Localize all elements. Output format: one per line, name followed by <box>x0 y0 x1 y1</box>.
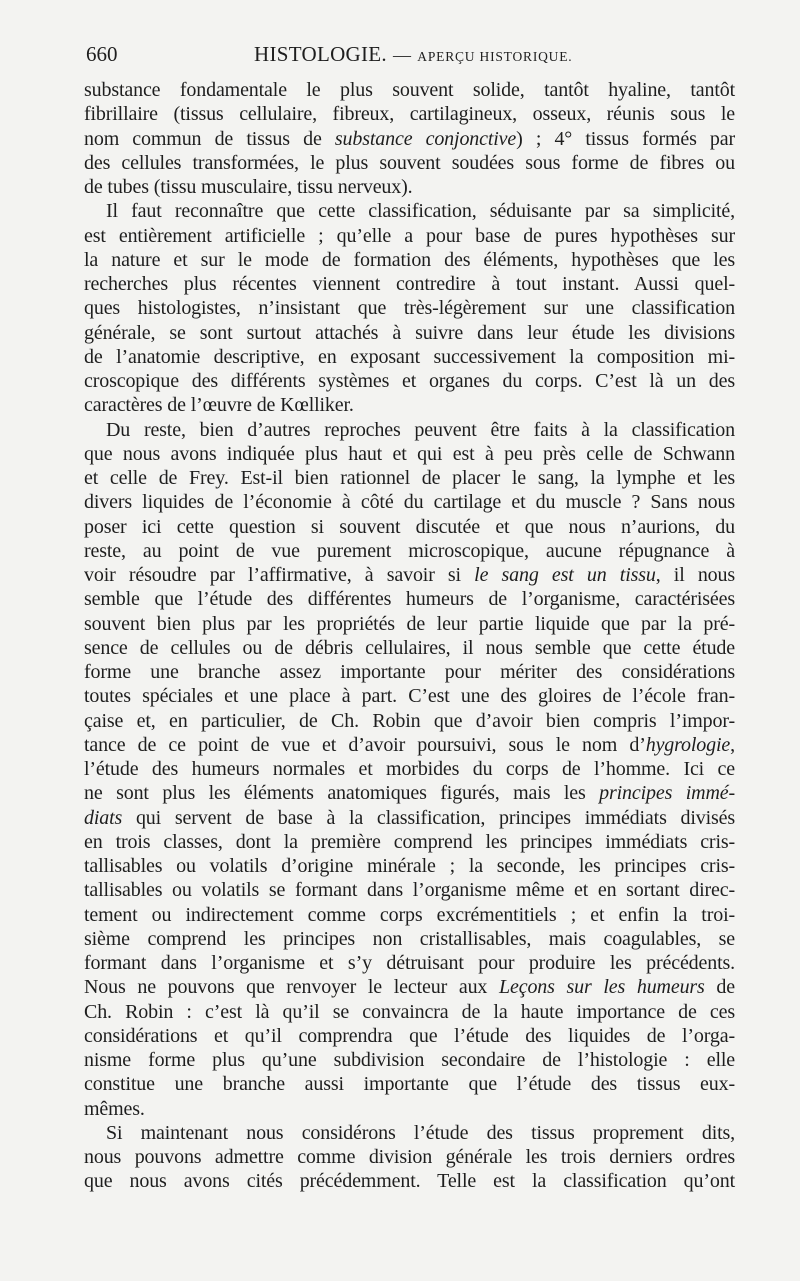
text-line: çaise et, en particulier, de Ch. Robin que d’avoir bien compris l’impor- <box>84 709 735 732</box>
text-line: sième comprend les principes non cristallisables, mais coagulables, se <box>84 927 735 950</box>
text-line: semble que l’étude des différentes humeurs de l’organisme, caractérisées <box>84 588 735 611</box>
text-line: des cellules transformées, le plus souvent soudées sous forme de fibres ou <box>84 151 735 174</box>
text-line: fibrillaire (tissus cellulaire, fibreux, cartilagineux, osseux, réunis sous le <box>84 103 735 126</box>
text-line: Si maintenant nous considérons l’étude des tissus proprement dits, <box>106 1121 735 1144</box>
text-line: est entièrement artificielle ; qu’elle a pour base de pures hypothèses sur <box>84 224 735 247</box>
running-title-sub: APERÇU HISTORIQUE. <box>417 49 573 64</box>
text-line: et celle de Frey. Est-il bien rationnel de placer le sang, la lymphe et les <box>84 467 735 489</box>
italic-phrase: hygrologie <box>645 733 731 756</box>
text-line: en trois classes, dont la première comprend les principes immédiats cris- <box>84 830 735 853</box>
italic-phrase: substance conjonctive <box>334 127 517 150</box>
text-line: que nous avons indiquée plus haut et qui est à peu près celle de Schwann <box>84 442 735 465</box>
text-line: substance fondamentale le plus souvent solide, tantôt hyaline, tantôt <box>84 79 735 101</box>
text-line: poser ici cette question si souvent discutée et que nous n’aurions, du <box>84 515 735 538</box>
text-line: tallisables ou volatils se formant dans l’organisme même et en sortant direc- <box>84 879 735 902</box>
text-line: générale, se sont surtout attachés à suivre dans leur étude les divisions <box>84 321 735 344</box>
text-line: forme une branche assez importante pour mériter des considérations <box>84 661 735 683</box>
text-line: Du reste, bien d’autres reproches peuvent être faits à la classification <box>106 418 735 441</box>
page-header <box>86 42 732 68</box>
text-line: recherches plus récentes viennent contredire à tout instant. Aussi quel- <box>84 273 735 295</box>
text-line: toutes spéciales et une place à part. C’est une des gloires de l’école fran- <box>84 685 735 708</box>
text-line: caractères de l’œuvre de Kœlliker. <box>84 394 354 417</box>
text-line: considérations et qu’il comprendra que l’étude des liquides de l’orga- <box>84 1024 735 1047</box>
text-line: nous pouvons admettre comme division générale les trois derniers ordres <box>84 1146 735 1168</box>
text-line: Ch. Robin : c’est là qu’il se convaincra de la haute importance de ces <box>84 1000 735 1023</box>
italic-phrase: le sang est un tissu <box>474 564 656 586</box>
text-line: reste, au point de vue purement microscopique, aucune répugnance à <box>84 539 735 562</box>
italic-phrase: principes immé- <box>599 782 735 805</box>
text-line: ques histologistes, n’insistant que très-légèrement sur une classification <box>84 297 735 320</box>
text-line: diats qui servent de base à la classification, principes immédiats divisés <box>84 806 735 829</box>
text-line: Nous ne pouvons que renvoyer le lecteur aux Leçons sur les humeurs de <box>84 976 736 999</box>
text-line: que nous avons cités précédemment. Telle est la classification qu’ont <box>84 1170 735 1193</box>
text-line: souvent bien plus par les propriétés de leur partie liquide que par la pré- <box>84 612 735 635</box>
text-line: nom commun de tissus de substance conjonctive) ; 4° tissus formés par <box>84 127 736 150</box>
text-line: Il faut reconnaître que cette classification, séduisante par sa simplicité, <box>106 200 735 223</box>
page-number: 660 <box>86 42 118 66</box>
text-line: croscopique des différents systèmes et organes du corps. C’est là un des <box>84 370 735 392</box>
text-line: mêmes. <box>84 1097 145 1120</box>
text-line: l’étude des humeurs normales et morbides du corps de l’homme. Ici ce <box>84 758 735 780</box>
text-line: tance de ce point de vue et d’avoir poursuivi, sous le nom d’hygrologie, <box>84 733 735 756</box>
text-line: constitue une branche aussi importante que l’étude des tissus eux- <box>84 1073 735 1096</box>
italic-phrase: diats <box>84 806 123 829</box>
running-title-dash: — <box>392 45 412 65</box>
italic-phrase: Leçons sur les humeurs <box>499 976 705 999</box>
running-title <box>254 42 572 67</box>
text-line: la nature et sur le mode de formation des éléments, hypothèses que les <box>84 248 735 271</box>
text-line: tallisables ou volatils d’origine minérale ; la seconde, les principes cris- <box>84 855 735 877</box>
text-line: voir résoudre par l’affirmative, à savoir si le sang est un tissu, il nous <box>84 564 735 586</box>
text-line: sence de cellules ou de débris cellulaires, il nous semble que cette étude <box>84 636 735 659</box>
text-line: formant dans l’organisme et s’y détruisant pour produire les précédents. <box>84 952 735 974</box>
text-line: de l’anatomie descriptive, en exposant successivement la composition mi- <box>84 345 735 368</box>
text-line: de tubes (tissu musculaire, tissu nerveux). <box>84 176 413 198</box>
text-line: divers liquides de l’économie à côté du cartilage et du muscle ? Sans nous <box>84 491 735 514</box>
text-line: tement ou indirectement comme corps excrémentitiels ; et enfin la troi- <box>84 903 735 926</box>
text-line: ne sont plus les éléments anatomiques figurés, mais les principes immé- <box>84 782 735 805</box>
text-line: nisme forme plus qu’une subdivision secondaire de l’histologie : elle <box>84 1049 735 1071</box>
running-title-main: HISTOLOGIE. <box>254 42 387 66</box>
body-text <box>84 78 735 1194</box>
